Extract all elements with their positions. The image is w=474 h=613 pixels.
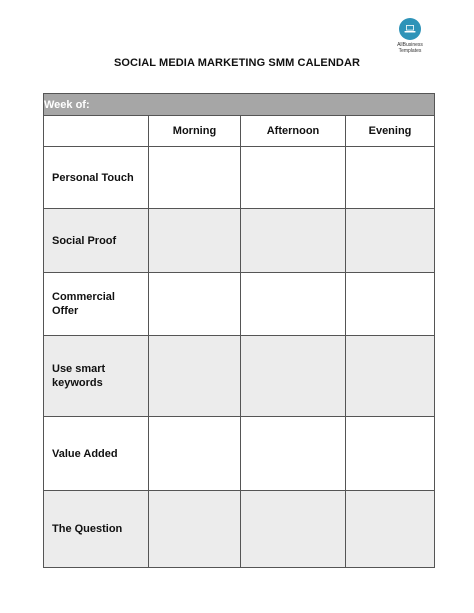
page-title: SOCIAL MEDIA MARKETING SMM CALENDAR <box>113 57 361 69</box>
row-label-use-smart-keywords: Use smart keywords <box>44 336 149 417</box>
cell-morning[interactable] <box>149 209 241 273</box>
cell-evening[interactable] <box>346 336 435 417</box>
logo-line-2: Templates <box>398 48 422 54</box>
table-row <box>44 209 435 273</box>
cell-morning[interactable] <box>149 147 241 209</box>
cell-evening[interactable] <box>346 417 435 491</box>
cell-evening[interactable] <box>346 147 435 209</box>
cell-afternoon[interactable] <box>241 147 346 209</box>
cell-evening[interactable] <box>346 273 435 336</box>
header-morning: Morning <box>149 116 241 147</box>
logo-line-1: AllBusiness <box>397 42 423 48</box>
row-label-the-question: The Question <box>44 491 149 568</box>
row-label-commercial-offer: Commercial Offer <box>44 273 149 336</box>
logo-text <box>388 42 432 54</box>
table-row <box>44 147 435 209</box>
row-label-personal-touch: Personal Touch <box>44 147 149 209</box>
cell-morning[interactable] <box>149 417 241 491</box>
week-of-label: Week of: <box>44 94 435 116</box>
cell-evening[interactable] <box>346 491 435 568</box>
cell-morning[interactable] <box>149 491 241 568</box>
header-blank-cell <box>44 116 149 147</box>
week-row <box>44 94 435 116</box>
table-row <box>44 491 435 568</box>
cell-morning[interactable] <box>149 273 241 336</box>
cell-morning[interactable] <box>149 336 241 417</box>
header-afternoon: Afternoon <box>241 116 346 147</box>
table-row <box>44 417 435 491</box>
cell-afternoon[interactable] <box>241 336 346 417</box>
cell-evening[interactable] <box>346 209 435 273</box>
table-row <box>44 273 435 336</box>
table-row <box>44 336 435 417</box>
cell-afternoon[interactable] <box>241 417 346 491</box>
row-label-value-added: Value Added <box>44 417 149 491</box>
header-row <box>44 116 435 147</box>
cell-afternoon[interactable] <box>241 273 346 336</box>
calendar-table <box>43 93 435 568</box>
cell-afternoon[interactable] <box>241 491 346 568</box>
cell-afternoon[interactable] <box>241 209 346 273</box>
allbusiness-logo <box>388 18 432 54</box>
row-label-social-proof: Social Proof <box>44 209 149 273</box>
header-evening: Evening <box>346 116 435 147</box>
laptop-icon <box>399 18 421 40</box>
